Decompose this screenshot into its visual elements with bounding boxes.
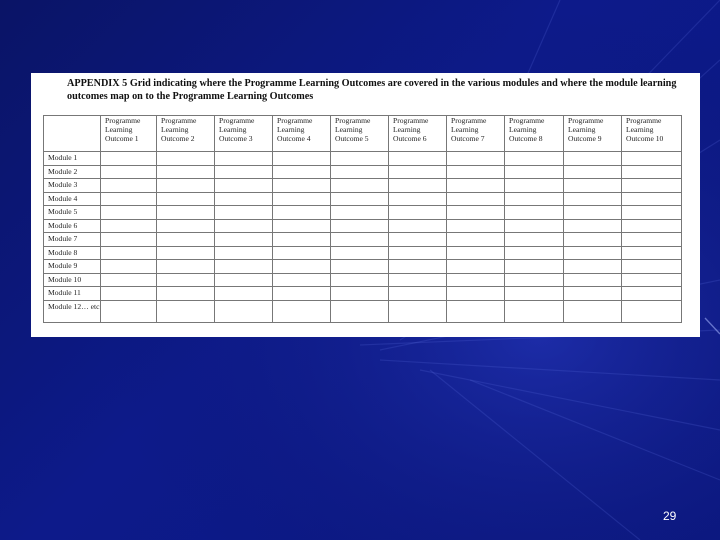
grid-cell <box>622 287 682 301</box>
grid-cell <box>215 233 273 247</box>
grid-cell <box>389 192 447 206</box>
table-row <box>44 165 682 179</box>
grid-cell <box>157 219 215 233</box>
grid-cell <box>273 246 331 260</box>
row-label: Module 6 <box>44 219 101 233</box>
grid-cell <box>215 206 273 220</box>
grid-cell <box>505 206 564 220</box>
column-header: Programme Learning Outcome 3 <box>215 116 273 152</box>
row-label: Module 4 <box>44 192 101 206</box>
grid-cell <box>564 287 622 301</box>
row-label: Module 5 <box>44 206 101 220</box>
grid-cell <box>331 260 389 274</box>
grid-cell <box>564 233 622 247</box>
grid-cell <box>389 273 447 287</box>
grid-cell <box>505 192 564 206</box>
grid-cell <box>215 300 273 322</box>
corner-cell <box>44 116 101 152</box>
grid-cell <box>273 179 331 193</box>
grid-cell <box>447 287 505 301</box>
grid-cell <box>564 273 622 287</box>
grid-cell <box>564 219 622 233</box>
grid-cell <box>273 206 331 220</box>
grid-cell <box>447 192 505 206</box>
grid-cell <box>273 273 331 287</box>
column-header: Programme Learning Outcome 2 <box>157 116 215 152</box>
grid-cell <box>622 246 682 260</box>
grid-cell <box>564 179 622 193</box>
grid-cell <box>389 165 447 179</box>
grid-cell <box>273 260 331 274</box>
grid-cell <box>389 260 447 274</box>
column-header: Programme Learning Outcome 1 <box>101 116 157 152</box>
table-row <box>44 260 682 274</box>
grid-cell <box>273 300 331 322</box>
grid-cell <box>622 152 682 166</box>
column-header: Programme Learning Outcome 9 <box>564 116 622 152</box>
grid-cell <box>215 179 273 193</box>
grid-cell <box>331 246 389 260</box>
grid-cell <box>622 165 682 179</box>
grid-cell <box>101 273 157 287</box>
row-label: Module 2 <box>44 165 101 179</box>
table-row <box>44 273 682 287</box>
grid-cell <box>157 246 215 260</box>
grid-cell <box>215 165 273 179</box>
grid-cell <box>157 287 215 301</box>
grid-cell <box>505 165 564 179</box>
table-row <box>44 287 682 301</box>
grid-cell <box>331 287 389 301</box>
table-row <box>44 233 682 247</box>
grid-cell <box>215 219 273 233</box>
grid-cell <box>622 179 682 193</box>
grid-cell <box>622 273 682 287</box>
grid-cell <box>331 206 389 220</box>
grid-cell <box>505 246 564 260</box>
grid-cell <box>101 300 157 322</box>
grid-cell <box>157 273 215 287</box>
table-row <box>44 246 682 260</box>
grid-cell <box>273 219 331 233</box>
grid-cell <box>389 233 447 247</box>
table-row <box>44 206 682 220</box>
grid-cell <box>389 246 447 260</box>
grid-cell <box>505 260 564 274</box>
document-title: APPENDIX 5 Grid indicating where the Programme Learning Outcomes are covered in the various modules and where the module learning outcomes map on to the Programme Learning Outcomes <box>67 78 677 102</box>
table-row <box>44 219 682 233</box>
grid-cell <box>331 273 389 287</box>
grid-cell <box>505 233 564 247</box>
grid-cell <box>273 152 331 166</box>
grid-cell <box>273 287 331 301</box>
grid-cell <box>622 300 682 322</box>
grid-cell <box>447 219 505 233</box>
grid-cell <box>505 300 564 322</box>
grid-cell <box>564 165 622 179</box>
grid-cell <box>215 273 273 287</box>
grid-cell <box>101 260 157 274</box>
grid-cell <box>157 179 215 193</box>
grid-cell <box>447 233 505 247</box>
row-label: Module 1 <box>44 152 101 166</box>
grid-cell <box>157 192 215 206</box>
grid-cell <box>389 300 447 322</box>
grid-cell <box>331 179 389 193</box>
grid-cell <box>215 287 273 301</box>
table-row <box>44 300 682 322</box>
column-header: Programme Learning Outcome 4 <box>273 116 331 152</box>
table-header-row <box>44 116 682 152</box>
grid-cell <box>564 206 622 220</box>
grid-cell <box>273 165 331 179</box>
grid-cell <box>564 300 622 322</box>
column-header: Programme Learning Outcome 8 <box>505 116 564 152</box>
grid-cell <box>505 219 564 233</box>
grid-cell <box>273 192 331 206</box>
grid-cell <box>157 206 215 220</box>
grid-cell <box>622 233 682 247</box>
grid-cell <box>505 152 564 166</box>
grid-cell <box>564 192 622 206</box>
row-label: Module 7 <box>44 233 101 247</box>
row-label: Module 3 <box>44 179 101 193</box>
row-label: Module 8 <box>44 246 101 260</box>
grid-cell <box>505 179 564 193</box>
grid-cell <box>622 192 682 206</box>
grid-cell <box>389 287 447 301</box>
grid-cell <box>101 287 157 301</box>
grid-cell <box>564 246 622 260</box>
grid-cell <box>157 233 215 247</box>
grid-cell <box>447 152 505 166</box>
table-row <box>44 152 682 166</box>
grid-cell <box>389 219 447 233</box>
grid-cell <box>505 287 564 301</box>
grid-cell <box>389 206 447 220</box>
row-label: Module 12… etc <box>44 300 101 322</box>
grid-cell <box>157 152 215 166</box>
grid-cell <box>447 165 505 179</box>
grid-cell <box>101 219 157 233</box>
column-header: Programme Learning Outcome 6 <box>389 116 447 152</box>
table-row <box>44 192 682 206</box>
row-label: Module 10 <box>44 273 101 287</box>
grid-cell <box>273 233 331 247</box>
grid-cell <box>101 206 157 220</box>
row-label: Module 9 <box>44 260 101 274</box>
grid-cell <box>331 219 389 233</box>
outcomes-grid-table <box>43 115 682 323</box>
table-row <box>44 179 682 193</box>
grid-cell <box>157 300 215 322</box>
grid-cell <box>447 246 505 260</box>
grid-cell <box>331 152 389 166</box>
grid-cell <box>622 206 682 220</box>
grid-cell <box>101 246 157 260</box>
grid-cell <box>505 273 564 287</box>
grid-cell <box>447 273 505 287</box>
grid-cell <box>447 260 505 274</box>
grid-cell <box>215 246 273 260</box>
grid-cell <box>331 233 389 247</box>
grid-cell <box>447 206 505 220</box>
grid-cell <box>331 300 389 322</box>
grid-cell <box>447 300 505 322</box>
grid-cell <box>564 152 622 166</box>
grid-cell <box>331 165 389 179</box>
grid-cell <box>157 165 215 179</box>
grid-cell <box>389 152 447 166</box>
grid-cell <box>101 233 157 247</box>
grid-cell <box>101 152 157 166</box>
grid-cell <box>564 260 622 274</box>
grid-cell <box>215 192 273 206</box>
grid-cell <box>101 179 157 193</box>
grid-cell <box>215 260 273 274</box>
grid-cell <box>622 219 682 233</box>
grid-cell <box>157 260 215 274</box>
grid-cell <box>101 192 157 206</box>
grid-cell <box>389 179 447 193</box>
column-header: Programme Learning Outcome 5 <box>331 116 389 152</box>
grid-cell <box>447 179 505 193</box>
column-header: Programme Learning Outcome 10 <box>622 116 682 152</box>
grid-cell <box>622 260 682 274</box>
appendix-document-image <box>31 73 700 337</box>
row-label: Module 11 <box>44 287 101 301</box>
grid-cell <box>331 192 389 206</box>
grid-cell <box>101 165 157 179</box>
column-header: Programme Learning Outcome 7 <box>447 116 505 152</box>
grid-cell <box>215 152 273 166</box>
slide-page-number: 29 <box>663 509 677 523</box>
